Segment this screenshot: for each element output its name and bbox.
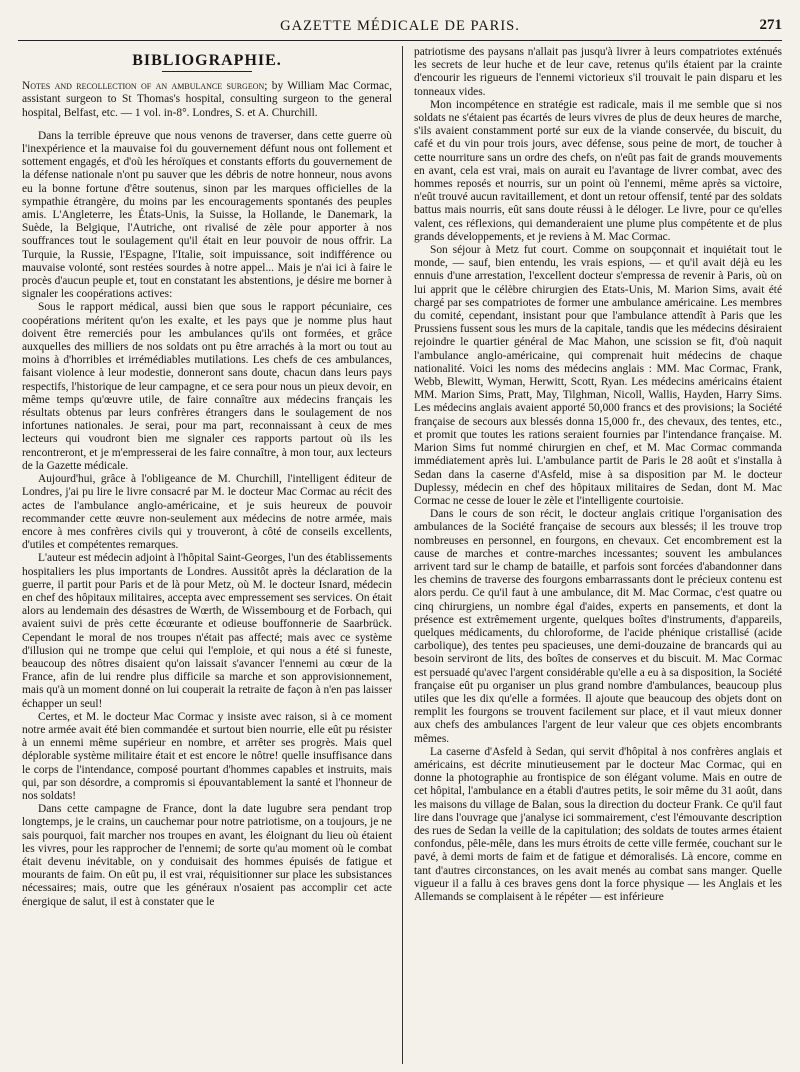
left-column xyxy=(22,46,392,1066)
running-header xyxy=(18,14,782,41)
book-reference xyxy=(22,80,392,120)
paragraph: Dans cette campagne de France, dont la date lugubre sera pendant trop longtemps, je le crains, un cauchemar pour notre patriotisme, on a toujours, je ne sais pourquoi, fait marcher nos troupes en avant, les éloignant du lieu où étaient les vivres, pour les rapprocher de l'ennemi; de sorte qu'au moment où le combat était devenu inévitable, on y conduisait des hommes épuisés de fatigue et mourants de faim. On eût pu, il est vrai, réquisitionner sur place les subsistances nécessaires; mais, outre que les généraux n'osaient pas accomplir cet acte énergique de salut, il est à constater que le xyxy=(22,803,392,908)
paragraph: Mon incompétence en stratégie est radicale, mais il me semble que si nos soldats ne s'étaient pas écartés de leurs vivres de plus de deux heures de marche, s'ils avaient constamment porté sur eux de la viande conservée, du biscuit, du café et du vin pour trois jours, avec défense, sous peine de mort, de toucher à cette nourriture sans un ordre des chefs, on n'eût pas fait de grands mouvements en avant, cela est vrai, mais on aurait eu l'avantage de livrer combat, avec des hommes reposés et nourris, sur un point où l'ennemi, même après sa victoire, n'eût trouvé aucun ravitaillement, et dont un retour offensif, tenté par des soldats battus mais nourris, eût sans doute réussi à le déloger. Le livre, pour ce qu'elles valent, ces réflexions, qui demanderaient une plume plus compétente et de plus grands développements, et je reviens à M. Mac Cormac. xyxy=(414,98,782,243)
journal-title: GAZETTE MÉDICALE DE PARIS. xyxy=(280,18,520,34)
section-title: BIBLIOGRAPHIE. xyxy=(132,52,282,69)
paragraph: Dans la terrible épreuve que nous venons de traverser, dans cette guerre où l'inexpérience et la mauvaise foi du gouvernement défunt nous ont follement et sottement engagés, et d'où les héroïques et constants efforts du gouvernement de la défense nationale n'ont pu sauver que les débris de notre honneur, nous avons eu la bonne fortune d'être soutenus, sinon par les marques officielles de la sympathie étrangère, du moins par les encouragements spontanés des peuples amis. L'Angleterre, les États-Unis, la Suisse, la Hollande, le Danemark, la Suède, la Belgique, l'Autriche, ont rivalisé de zèle pour apporter à nos souffrances tout le soulagement qu'il était en leur pouvoir de nous offrir. La Turquie, la Russie, l'Espagne, l'Italie, soit impuissance, soit indifférence ou mauvaise volonté, sont restées sourdes à notre appel... Mais je n'ai ici à faire le procès d'aucun peuple et, tout en constatant les abstentions, je désire me borner à signaler les coopérations actives: xyxy=(22,129,392,301)
right-column xyxy=(414,46,782,1066)
paragraph: Dans le cours de son récit, le docteur anglais critique l'organisation des ambulances de la Société française de secours aux blessés; il les trouve trop nombreuses en personnel, en fourgons, en chevaux. Cet encombrement est la cause de marches et contre-marches incessantes; souvent les ambulances arrivent tard sur le champ de bataille, et parfois sont forcées d'abandonner dans les chemins de traverse des fourgons embarrassants dont le précieux contenu est alors perdu. Ce qu'il faut à une ambulance, dit M. Mac Cormac, c'est quatre ou cinq chirurgiens, un nombre égal d'aides, experts en pansements, et dont la présence est extrêmement urgente, quelques boîtes d'instruments, d'appareils, quelques médicaments, du chloroforme, de l'acide phénique cristallisé (acide carbolique), des tentes peu spacieuses, une demi-douzaine de brancards qui au besoin serviront de lits, des boîtes de conserves et du biscuit. M. Mac Cormac est persuadé qu'avec l'argent considérable qu'elle a eu à sa disposition, la Société française eût pu organiser un plus grand nombre d'ambulances, beaucoup plus utiles que les dix qu'elle a formées. Il ajoute que beaucoup des objets dont on remplit les fourgons se trouvent facilement sur place, et il vaut mieux donner aux chefs des ambulances l'argent de leur valeur que ces objets encombrants mêmes. xyxy=(414,508,782,745)
paragraph: Aujourd'hui, grâce à l'obligeance de M. Churchill, l'intelligent éditeur de Londres, j'ai pu lire le livre consacré par M. le docteur Mac Cormac au récit des actes de l'ambulance anglo-américaine, et je suis heureux de pouvoir recommander cette œuvre non-seulement aux médecins de notre armée, mais encore à mes confrères civils qui y trouveront, à côté de conseils excellents, d'utiles et compétentes remarques. xyxy=(22,473,392,552)
paragraph: Son séjour à Metz fut court. Comme on soupçonnait et inquiétait tout le monde, — sauf, bien entendu, les vrais espions, — et qu'il avait déjà eu les ennuis d'une arrestation, l'excellent docteur s'empressa de revenir à Paris, où on lui apprit que le célèbre chirurgien des Etats-Unis, M. Marion Sims, avait été chargé par ses compatriotes de former une ambulance américaine. Les membres du comité, cependant, insistant pour que l'ambulance attendît à Paris que les Prussiens fussent sous les murs de la capitale, tandis que les médecins désiraient rejoindre le quartier général de Mac Mahon, une scission se fit, d'où naquit l'ambulance anglo-américaine, qui comprenait huit médecins de chaque nationalité. Voici les noms des médecins anglais : MM. Mac Cormac, Frank, Webb, Blewitt, Wyman, Herwitt, Scott, Ryan. Les médecins américains étaient MM. Marion Sims, Pratt, May, Tilghman, Nicoll, Wallis, Hayden, Harry Sims. Les médecins anglais avaient apporté 50,000 francs et des provisions; la Société française de secours aux blessés donna 15,000 fr., des chevaux, des tentes, etc., et promit que toutes les rations seraient fournies par l'intendance française. M. Marion Sims fut nommé chirurgien en chef, et M. Mac Cormac commanda immédiatement après lui. L'ambulance partit de Paris le 28 août et s'installa à Sedan dans la caserne d'Asfeld, mise à sa disposition par M. le docteur Duplessy, médecin en chef des hôpitaux militaires de Sedan, dont M. Mac Cormac ne cesse de louer le zèle et l'intelligente courtoisie. xyxy=(414,244,782,507)
paragraph: Certes, et M. le docteur Mac Cormac y insiste avec raison, si à ce moment notre armée avait été bien commandée et surtout bien nourrie, elle eût pu résister à un ennemi même supérieur en nombre, et arrêter ses progrès. Mais quel déplorable système militaire était et est encore le nôtre! quelle insuffisance dans le corps de l'intendance, composé pourtant d'hommes capables et instruits, mais qui, par son désordre, a compromis si épouvantablement la santé et l'honneur de nos soldats! xyxy=(22,710,392,802)
book-title: Notes and recollection of an ambulance surgeon xyxy=(22,80,265,93)
paragraph: La caserne d'Asfeld à Sedan, qui servit d'hôpital à nos confrères anglais et américains, est décrite minutieusement par le docteur Mac Cormac, qui en donne la photographie au frontispice de son élégant volume. Mais en outre de cet hôpital, l'ambulance en a établi d'autres petits, le soir même du 31 août, dans les maisons du village de Balan, sous la direction du docteur Frank. Ce qu'il faut lire dans l'ouvrage que j'analyse ici sommairement, c'est l'émouvante description des rues de Sedan la veille de la capitulation; des soldats de toutes armes étaient confondus, pêle-mêle, dans les murs étroits de cette ville fermée, couchant sur le pavé, à demi morts de faim et de fatigue et démoralisés. Là encore, comme en tant d'autres circonstances, on les avait menés au combat sans manger. Quelle vigueur il a fallu à ces braves gens dont la force physique — les Anglais et les Allemands se complaisent à le répéter — est inférieure xyxy=(414,745,782,903)
page-number: 271 xyxy=(759,17,782,33)
column-divider xyxy=(402,46,403,1064)
paragraph: Sous le rapport médical, aussi bien que sous le rapport pécuniaire, ces coopérations méritent qu'on les exalte, et les pays que je nomme plus haut doivent être remerciés pour les ambulances qu'ils ont formées, et grâce auxquelles des milliers de nos soldats ont pu être arrachés à la mort ou tout au moins à d'horribles et irrémédiables mutilations. Les chefs de ces ambulances, faisant violence à leur modestie, donneront sans doute, chacun dans leurs pays respectifs, l'historique de leur campagne, et ce sera pour nous un pieux devoir, en même temps qu'œuvre utile, de faire connaître aux médecins français les résultats obtenus par leurs confrères étrangers dans le soulagement de nos infortunes nationales. Je serai, pour ma part, reconnaissant à ceux de mes lecteurs qui voudront bien me signaler ces rapports partout où ils les rencontreront, et je m'empresserai de les faire connaître, à mon tour, aux lecteurs de la Gazette médicale. xyxy=(22,301,392,472)
paragraph: patriotisme des paysans n'allait pas jusqu'à livrer à leurs compatriotes exténués les secrets de leur huche et de leur cave, retenus qu'ils étaient par la crainte d'encourir les rigueurs de l'ennemi victorieux s'il trouvait le pain disparu et les tonneaux vides. xyxy=(414,46,782,98)
title-underline xyxy=(162,71,252,72)
paragraph: L'auteur est médecin adjoint à l'hôpital Saint-Georges, l'un des établissements hospitaliers les plus importants de Londres. Aussitôt après la déclaration de la guerre, il partit pour Paris et de là pour Metz, où M. le docteur Isnard, médecin en chef des hôpitaux militaires, accepta avec empressement ses services. On était alors au lendemain des désastres de Wœrth, de Wissembourg et de Forbach, qui avaient suivi de près cette écœurante et odieuse bouffonnerie de Saarbrück. Cependant le moral de nos troupes n'était pas affecté; mais avec ce système d'illusion qui ne trompe que celui qui l'emploie, et qui nous a été si funeste, beaucoup des nôtres disaient qu'on laissait s'avancer l'ennemi au cœur de la France, afin de lui rendre plus difficile sa marche et son approvisionnement, mais qu'à un moment donné on lui couperait la retraite de façon à n'en pas laisser échapper un seul! xyxy=(22,552,392,710)
book-details: ; by William Mac Cormac, assistant surgeon to St Thomas's hospital, consulting surgeon to the general hospital, Belfast, etc. — 1 vol. in-8°. Londres, S. et A. Churchill. xyxy=(22,80,392,119)
